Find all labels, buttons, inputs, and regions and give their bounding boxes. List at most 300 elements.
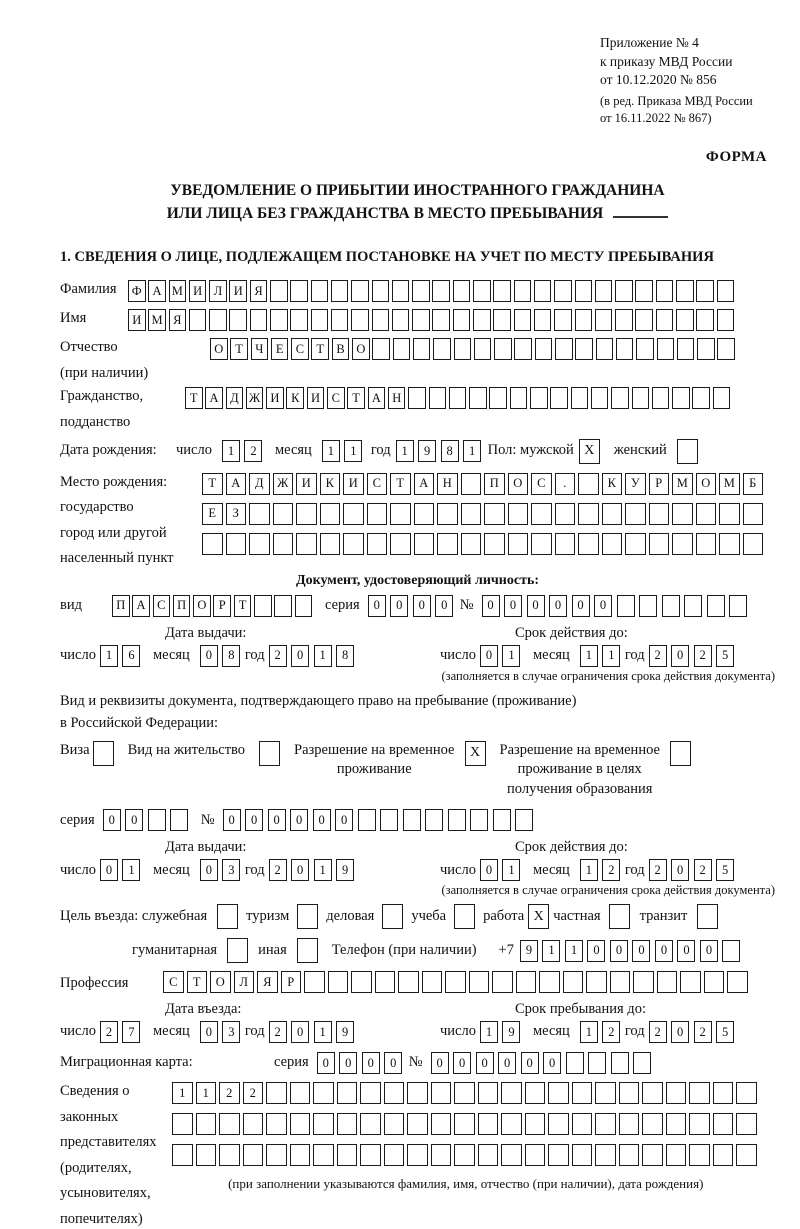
- char-cell[interactable]: К: [602, 473, 623, 495]
- char-cell[interactable]: И: [296, 473, 317, 495]
- char-cell[interactable]: [358, 809, 376, 831]
- char-cell[interactable]: 0: [431, 1052, 449, 1074]
- char-cell[interactable]: [453, 280, 471, 302]
- char-cell[interactable]: 0: [453, 1052, 471, 1074]
- char-cell[interactable]: [492, 971, 513, 993]
- char-cell[interactable]: [743, 503, 764, 525]
- char-cell[interactable]: [229, 309, 247, 331]
- char-cell[interactable]: [445, 971, 466, 993]
- char-cell[interactable]: [572, 1113, 593, 1135]
- char-cell[interactable]: 5: [716, 1021, 734, 1043]
- char-cell[interactable]: 0: [100, 859, 118, 881]
- char-cell[interactable]: [331, 280, 349, 302]
- char-cell[interactable]: 9: [520, 940, 538, 962]
- char-cell[interactable]: Т: [390, 473, 411, 495]
- char-cell[interactable]: 1: [602, 645, 620, 667]
- char-cell[interactable]: [392, 309, 410, 331]
- char-cell[interactable]: [493, 309, 511, 331]
- char-cell[interactable]: [343, 503, 364, 525]
- char-cell[interactable]: И: [266, 387, 284, 409]
- char-cell[interactable]: [722, 940, 740, 962]
- char-cell[interactable]: 1: [122, 859, 140, 881]
- char-cell[interactable]: 8: [336, 645, 354, 667]
- char-cell[interactable]: [713, 1082, 734, 1104]
- char-cell[interactable]: В: [332, 338, 350, 360]
- char-cell[interactable]: [510, 387, 528, 409]
- char-cell[interactable]: [266, 1113, 287, 1135]
- char-cell[interactable]: М: [148, 309, 166, 331]
- char-cell[interactable]: А: [132, 595, 150, 617]
- char-cell[interactable]: [313, 1082, 334, 1104]
- char-cell[interactable]: А: [414, 473, 435, 495]
- char-cell[interactable]: [478, 1082, 499, 1104]
- char-cell[interactable]: 0: [549, 595, 567, 617]
- char-cell[interactable]: 2: [694, 645, 712, 667]
- char-cell[interactable]: [615, 309, 633, 331]
- char-cell[interactable]: [525, 1113, 546, 1135]
- char-cell[interactable]: 0: [125, 809, 143, 831]
- char-cell[interactable]: [148, 809, 166, 831]
- char-cell[interactable]: [429, 387, 447, 409]
- char-cell[interactable]: 0: [527, 595, 545, 617]
- char-cell[interactable]: [290, 309, 308, 331]
- char-cell[interactable]: [595, 1082, 616, 1104]
- char-cell[interactable]: [717, 338, 735, 360]
- char-cell[interactable]: 0: [543, 1052, 561, 1074]
- char-cell[interactable]: [602, 503, 623, 525]
- char-cell[interactable]: 0: [671, 859, 689, 881]
- char-cell[interactable]: [515, 809, 533, 831]
- char-cell[interactable]: О: [508, 473, 529, 495]
- char-cell[interactable]: [422, 971, 443, 993]
- char-cell[interactable]: [575, 338, 593, 360]
- char-cell[interactable]: 6: [122, 645, 140, 667]
- char-cell[interactable]: 0: [200, 645, 218, 667]
- char-cell[interactable]: М: [672, 473, 693, 495]
- char-cell[interactable]: 0: [671, 645, 689, 667]
- char-cell[interactable]: [290, 280, 308, 302]
- char-cell[interactable]: [689, 1082, 710, 1104]
- char-cell[interactable]: 0: [572, 595, 590, 617]
- char-cell[interactable]: 1: [580, 859, 598, 881]
- char-cell[interactable]: [470, 809, 488, 831]
- char-cell[interactable]: 2: [649, 1021, 667, 1043]
- char-cell[interactable]: [474, 338, 492, 360]
- char-cell[interactable]: [425, 809, 443, 831]
- char-cell[interactable]: [676, 309, 694, 331]
- char-cell[interactable]: 0: [103, 809, 121, 831]
- char-cell[interactable]: [433, 338, 451, 360]
- char-cell[interactable]: 0: [610, 940, 628, 962]
- char-cell[interactable]: [684, 595, 702, 617]
- residence-permit-checkbox[interactable]: [259, 741, 280, 766]
- char-cell[interactable]: А: [226, 473, 247, 495]
- char-cell[interactable]: [555, 338, 573, 360]
- purpose-humanitarian-checkbox[interactable]: [227, 938, 248, 963]
- char-cell[interactable]: [172, 1113, 193, 1135]
- char-cell[interactable]: [666, 1082, 687, 1104]
- char-cell[interactable]: О: [193, 595, 211, 617]
- char-cell[interactable]: [555, 533, 576, 555]
- char-cell[interactable]: [736, 1082, 757, 1104]
- char-cell[interactable]: [636, 338, 654, 360]
- char-cell[interactable]: [473, 280, 491, 302]
- char-cell[interactable]: [578, 503, 599, 525]
- char-cell[interactable]: Т: [230, 338, 248, 360]
- char-cell[interactable]: [384, 1113, 405, 1135]
- char-cell[interactable]: [633, 1052, 651, 1074]
- purpose-business-checkbox[interactable]: [382, 904, 403, 929]
- char-cell[interactable]: 2: [602, 859, 620, 881]
- char-cell[interactable]: С: [291, 338, 309, 360]
- char-cell[interactable]: 0: [521, 1052, 539, 1074]
- char-cell[interactable]: [713, 387, 731, 409]
- char-cell[interactable]: [393, 338, 411, 360]
- char-cell[interactable]: [743, 533, 764, 555]
- char-cell[interactable]: [351, 280, 369, 302]
- char-cell[interactable]: [311, 309, 329, 331]
- char-cell[interactable]: Я: [257, 971, 278, 993]
- char-cell[interactable]: 0: [335, 809, 353, 831]
- char-cell[interactable]: [554, 309, 572, 331]
- char-cell[interactable]: [412, 280, 430, 302]
- char-cell[interactable]: [575, 280, 593, 302]
- char-cell[interactable]: 0: [384, 1052, 402, 1074]
- char-cell[interactable]: [273, 533, 294, 555]
- char-cell[interactable]: [254, 595, 272, 617]
- char-cell[interactable]: [704, 971, 725, 993]
- char-cell[interactable]: 1: [314, 1021, 332, 1043]
- char-cell[interactable]: 1: [580, 645, 598, 667]
- char-cell[interactable]: 1: [502, 859, 520, 881]
- char-cell[interactable]: [494, 338, 512, 360]
- char-cell[interactable]: 1: [480, 1021, 498, 1043]
- char-cell[interactable]: 9: [336, 1021, 354, 1043]
- char-cell[interactable]: [432, 280, 450, 302]
- char-cell[interactable]: [170, 809, 188, 831]
- char-cell[interactable]: [320, 503, 341, 525]
- char-cell[interactable]: 0: [291, 645, 309, 667]
- char-cell[interactable]: [550, 387, 568, 409]
- char-cell[interactable]: Ф: [128, 280, 146, 302]
- char-cell[interactable]: [657, 338, 675, 360]
- char-cell[interactable]: Е: [271, 338, 289, 360]
- char-cell[interactable]: [586, 971, 607, 993]
- char-cell[interactable]: [595, 309, 613, 331]
- char-cell[interactable]: [478, 1113, 499, 1135]
- char-cell[interactable]: [575, 309, 593, 331]
- char-cell[interactable]: О: [696, 473, 717, 495]
- char-cell[interactable]: [514, 280, 532, 302]
- char-cell[interactable]: Д: [249, 473, 270, 495]
- char-cell[interactable]: [390, 503, 411, 525]
- char-cell[interactable]: [304, 971, 325, 993]
- char-cell[interactable]: 1: [100, 645, 118, 667]
- char-cell[interactable]: 1: [314, 859, 332, 881]
- char-cell[interactable]: [713, 1113, 734, 1135]
- char-cell[interactable]: [296, 533, 317, 555]
- char-cell[interactable]: [473, 309, 491, 331]
- char-cell[interactable]: [531, 533, 552, 555]
- char-cell[interactable]: [437, 533, 458, 555]
- char-cell[interactable]: [619, 1082, 640, 1104]
- char-cell[interactable]: [672, 533, 693, 555]
- char-cell[interactable]: 3: [222, 859, 240, 881]
- char-cell[interactable]: С: [153, 595, 171, 617]
- char-cell[interactable]: [707, 595, 725, 617]
- char-cell[interactable]: С: [163, 971, 184, 993]
- char-cell[interactable]: П: [112, 595, 130, 617]
- char-cell[interactable]: 0: [368, 595, 386, 617]
- char-cell[interactable]: М: [719, 473, 740, 495]
- char-cell[interactable]: [337, 1082, 358, 1104]
- char-cell[interactable]: [249, 503, 270, 525]
- char-cell[interactable]: Л: [209, 280, 227, 302]
- char-cell[interactable]: [656, 309, 674, 331]
- char-cell[interactable]: К: [286, 387, 304, 409]
- char-cell[interactable]: [680, 971, 701, 993]
- char-cell[interactable]: 0: [390, 595, 408, 617]
- char-cell[interactable]: [266, 1082, 287, 1104]
- edu-permit-checkbox[interactable]: [670, 741, 691, 766]
- char-cell[interactable]: 0: [200, 1021, 218, 1043]
- char-cell[interactable]: И: [128, 309, 146, 331]
- char-cell[interactable]: Л: [234, 971, 255, 993]
- char-cell[interactable]: [525, 1082, 546, 1104]
- char-cell[interactable]: [639, 595, 657, 617]
- char-cell[interactable]: [454, 1082, 475, 1104]
- char-cell[interactable]: 2: [649, 859, 667, 881]
- char-cell[interactable]: Т: [202, 473, 223, 495]
- char-cell[interactable]: [449, 387, 467, 409]
- char-cell[interactable]: С: [367, 473, 388, 495]
- char-cell[interactable]: 9: [418, 440, 436, 462]
- char-cell[interactable]: [432, 309, 450, 331]
- char-cell[interactable]: [270, 309, 288, 331]
- char-cell[interactable]: 2: [269, 645, 287, 667]
- char-cell[interactable]: 0: [480, 645, 498, 667]
- char-cell[interactable]: [243, 1113, 264, 1135]
- char-cell[interactable]: О: [210, 971, 231, 993]
- char-cell[interactable]: С: [531, 473, 552, 495]
- char-cell[interactable]: [431, 1113, 452, 1135]
- char-cell[interactable]: [407, 1082, 428, 1104]
- char-cell[interactable]: 0: [291, 859, 309, 881]
- char-cell[interactable]: 0: [700, 940, 718, 962]
- char-cell[interactable]: Ж: [246, 387, 264, 409]
- char-cell[interactable]: Е: [202, 503, 223, 525]
- char-cell[interactable]: [484, 533, 505, 555]
- char-cell[interactable]: 1: [396, 440, 414, 462]
- char-cell[interactable]: 0: [268, 809, 286, 831]
- char-cell[interactable]: Р: [649, 473, 670, 495]
- visa-checkbox[interactable]: [93, 741, 114, 766]
- char-cell[interactable]: [331, 309, 349, 331]
- char-cell[interactable]: [250, 309, 268, 331]
- char-cell[interactable]: [295, 595, 313, 617]
- char-cell[interactable]: 0: [313, 809, 331, 831]
- char-cell[interactable]: [692, 387, 710, 409]
- char-cell[interactable]: [372, 309, 390, 331]
- char-cell[interactable]: 9: [502, 1021, 520, 1043]
- char-cell[interactable]: [611, 387, 629, 409]
- char-cell[interactable]: 1: [196, 1082, 217, 1104]
- char-cell[interactable]: [372, 338, 390, 360]
- char-cell[interactable]: [595, 280, 613, 302]
- char-cell[interactable]: [717, 280, 735, 302]
- char-cell[interactable]: 1: [172, 1082, 193, 1104]
- char-cell[interactable]: [571, 387, 589, 409]
- char-cell[interactable]: [274, 595, 292, 617]
- char-cell[interactable]: [588, 1052, 606, 1074]
- char-cell[interactable]: [469, 971, 490, 993]
- char-cell[interactable]: 0: [677, 940, 695, 962]
- char-cell[interactable]: [484, 503, 505, 525]
- char-cell[interactable]: [563, 971, 584, 993]
- char-cell[interactable]: 0: [291, 1021, 309, 1043]
- char-cell[interactable]: [351, 971, 372, 993]
- char-cell[interactable]: [662, 595, 680, 617]
- char-cell[interactable]: 0: [671, 1021, 689, 1043]
- char-cell[interactable]: 3: [222, 1021, 240, 1043]
- char-cell[interactable]: [403, 809, 421, 831]
- char-cell[interactable]: [431, 1082, 452, 1104]
- char-cell[interactable]: [566, 1052, 584, 1074]
- char-cell[interactable]: [351, 309, 369, 331]
- char-cell[interactable]: Ч: [251, 338, 269, 360]
- char-cell[interactable]: П: [484, 473, 505, 495]
- char-cell[interactable]: [652, 387, 670, 409]
- char-cell[interactable]: П: [173, 595, 191, 617]
- char-cell[interactable]: [508, 503, 529, 525]
- char-cell[interactable]: 0: [435, 595, 453, 617]
- char-cell[interactable]: [296, 503, 317, 525]
- char-cell[interactable]: [209, 309, 227, 331]
- char-cell[interactable]: З: [226, 503, 247, 525]
- char-cell[interactable]: [454, 1113, 475, 1135]
- char-cell[interactable]: Р: [213, 595, 231, 617]
- char-cell[interactable]: [398, 971, 419, 993]
- char-cell[interactable]: .: [555, 473, 576, 495]
- char-cell[interactable]: [189, 309, 207, 331]
- char-cell[interactable]: 0: [655, 940, 673, 962]
- char-cell[interactable]: [461, 473, 482, 495]
- char-cell[interactable]: 0: [587, 940, 605, 962]
- char-cell[interactable]: [625, 533, 646, 555]
- purpose-other-checkbox[interactable]: [297, 938, 318, 963]
- char-cell[interactable]: [367, 503, 388, 525]
- char-cell[interactable]: [696, 309, 714, 331]
- char-cell[interactable]: О: [210, 338, 228, 360]
- char-cell[interactable]: [719, 503, 740, 525]
- char-cell[interactable]: [642, 1113, 663, 1135]
- char-cell[interactable]: [360, 1113, 381, 1135]
- char-cell[interactable]: Я: [169, 309, 187, 331]
- char-cell[interactable]: 2: [219, 1082, 240, 1104]
- char-cell[interactable]: А: [148, 280, 166, 302]
- char-cell[interactable]: [632, 387, 650, 409]
- char-cell[interactable]: 1: [314, 645, 332, 667]
- char-cell[interactable]: [555, 503, 576, 525]
- char-cell[interactable]: [508, 533, 529, 555]
- char-cell[interactable]: [531, 503, 552, 525]
- char-cell[interactable]: [657, 971, 678, 993]
- char-cell[interactable]: [384, 1082, 405, 1104]
- char-cell[interactable]: [672, 387, 690, 409]
- char-cell[interactable]: [619, 1113, 640, 1135]
- char-cell[interactable]: [729, 595, 747, 617]
- char-cell[interactable]: [407, 1113, 428, 1135]
- char-cell[interactable]: [633, 971, 654, 993]
- char-cell[interactable]: 5: [716, 859, 734, 881]
- char-cell[interactable]: [595, 1113, 616, 1135]
- char-cell[interactable]: [390, 533, 411, 555]
- char-cell[interactable]: [534, 280, 552, 302]
- char-cell[interactable]: [392, 280, 410, 302]
- char-cell[interactable]: [635, 280, 653, 302]
- char-cell[interactable]: 0: [476, 1052, 494, 1074]
- char-cell[interactable]: [367, 533, 388, 555]
- char-cell[interactable]: [616, 338, 634, 360]
- char-cell[interactable]: [493, 280, 511, 302]
- char-cell[interactable]: [514, 338, 532, 360]
- char-cell[interactable]: 1: [502, 645, 520, 667]
- char-cell[interactable]: [337, 1113, 358, 1135]
- char-cell[interactable]: 2: [694, 1021, 712, 1043]
- char-cell[interactable]: 0: [482, 595, 500, 617]
- char-cell[interactable]: [196, 1113, 217, 1135]
- char-cell[interactable]: [625, 503, 646, 525]
- char-cell[interactable]: 0: [200, 859, 218, 881]
- char-cell[interactable]: [372, 280, 390, 302]
- char-cell[interactable]: [615, 280, 633, 302]
- char-cell[interactable]: У: [625, 473, 646, 495]
- sex-male-checkbox[interactable]: X: [579, 439, 600, 464]
- char-cell[interactable]: [611, 1052, 629, 1074]
- char-cell[interactable]: [380, 809, 398, 831]
- char-cell[interactable]: [548, 1082, 569, 1104]
- char-cell[interactable]: 2: [649, 645, 667, 667]
- char-cell[interactable]: 0: [498, 1052, 516, 1074]
- char-cell[interactable]: [548, 1113, 569, 1135]
- char-cell[interactable]: [727, 971, 748, 993]
- char-cell[interactable]: [617, 595, 635, 617]
- char-cell[interactable]: 8: [222, 645, 240, 667]
- char-cell[interactable]: 0: [245, 809, 263, 831]
- char-cell[interactable]: 0: [594, 595, 612, 617]
- temp-permit-checkbox[interactable]: X: [465, 741, 486, 766]
- char-cell[interactable]: 2: [694, 859, 712, 881]
- char-cell[interactable]: И: [229, 280, 247, 302]
- char-cell[interactable]: 5: [716, 645, 734, 667]
- char-cell[interactable]: [454, 338, 472, 360]
- char-cell[interactable]: Т: [347, 387, 365, 409]
- char-cell[interactable]: 1: [222, 440, 240, 462]
- char-cell[interactable]: 0: [504, 595, 522, 617]
- char-cell[interactable]: [696, 280, 714, 302]
- char-cell[interactable]: [572, 1082, 593, 1104]
- char-cell[interactable]: 1: [322, 440, 340, 462]
- char-cell[interactable]: 1: [580, 1021, 598, 1043]
- char-cell[interactable]: 2: [602, 1021, 620, 1043]
- char-cell[interactable]: 1: [463, 440, 481, 462]
- char-cell[interactable]: [202, 533, 223, 555]
- sex-female-checkbox[interactable]: [677, 439, 698, 464]
- char-cell[interactable]: [414, 503, 435, 525]
- char-cell[interactable]: [689, 1113, 710, 1135]
- char-cell[interactable]: Ж: [273, 473, 294, 495]
- char-cell[interactable]: Н: [388, 387, 406, 409]
